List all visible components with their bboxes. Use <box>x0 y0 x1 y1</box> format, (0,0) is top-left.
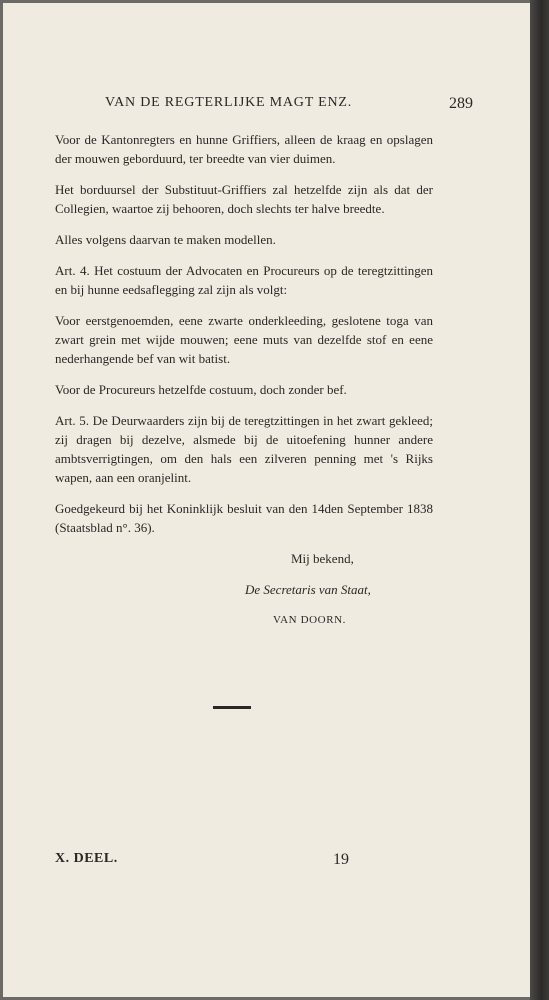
signature-name: VAN DOORN. <box>273 614 347 626</box>
signature-line-2: De Secretaris van Staat, <box>245 582 371 597</box>
paragraph: Art. 4. Het costuum der Advocaten en Procureurs op de teregtzittingen en bij hunne eedsaflegging zal zijn als volgt: <box>55 263 433 297</box>
running-title: VAN DE REGTERLIJKE MAGT ENZ. <box>105 95 353 110</box>
paragraph: Alles volgens daarvan te maken modellen. <box>55 232 276 247</box>
page-body <box>55 130 433 642</box>
paragraph: Het borduursel der Substituut-Griffiers zal hetzelfde zijn als dat der Collegien, waartoe zij behooren, doch slechts ter halve breedte. <box>55 182 433 216</box>
paragraph: Goedgekeurd bij het Koninklijk besluit van den 14den September 1838 (Staatsblad n°. 36). <box>55 501 433 535</box>
paragraph: Art. 5. De Deurwaarders zijn bij de teregtzittingen in het zwart gekleed; zij dragen bij dezelve, alsmede bij de uitoefening hunner andere ambtsverrigtingen, om den hals een zilveren penning met 's Rijks wapen, aan een oranjelint. <box>55 413 433 485</box>
paragraph: Voor de Procureurs hetzelfde costuum, doch zonder bef. <box>55 382 347 397</box>
signature-mark: X. DEEL. <box>55 851 118 866</box>
gathering-number: 19 <box>333 851 349 868</box>
book-spine-edge <box>530 0 549 1000</box>
paragraph: Voor de Kantonregters en hunne Griffiers, alleen de kraag en opslagen der mouwen geborduurd, ter breedte van vier duimen. <box>55 132 433 166</box>
page-number: 289 <box>449 95 473 112</box>
book-page <box>3 3 530 997</box>
signature-line-1: Mij bekend, <box>291 551 354 566</box>
paragraph: Voor eerstgenoemden, eene zwarte onderkleeding, geslotene toga van zwart grein met wijde mouwen; eene muts van dezelfde stof en eene nederhangende bef van wit batist. <box>55 313 433 366</box>
section-rule <box>213 706 251 709</box>
page-header <box>55 95 473 117</box>
